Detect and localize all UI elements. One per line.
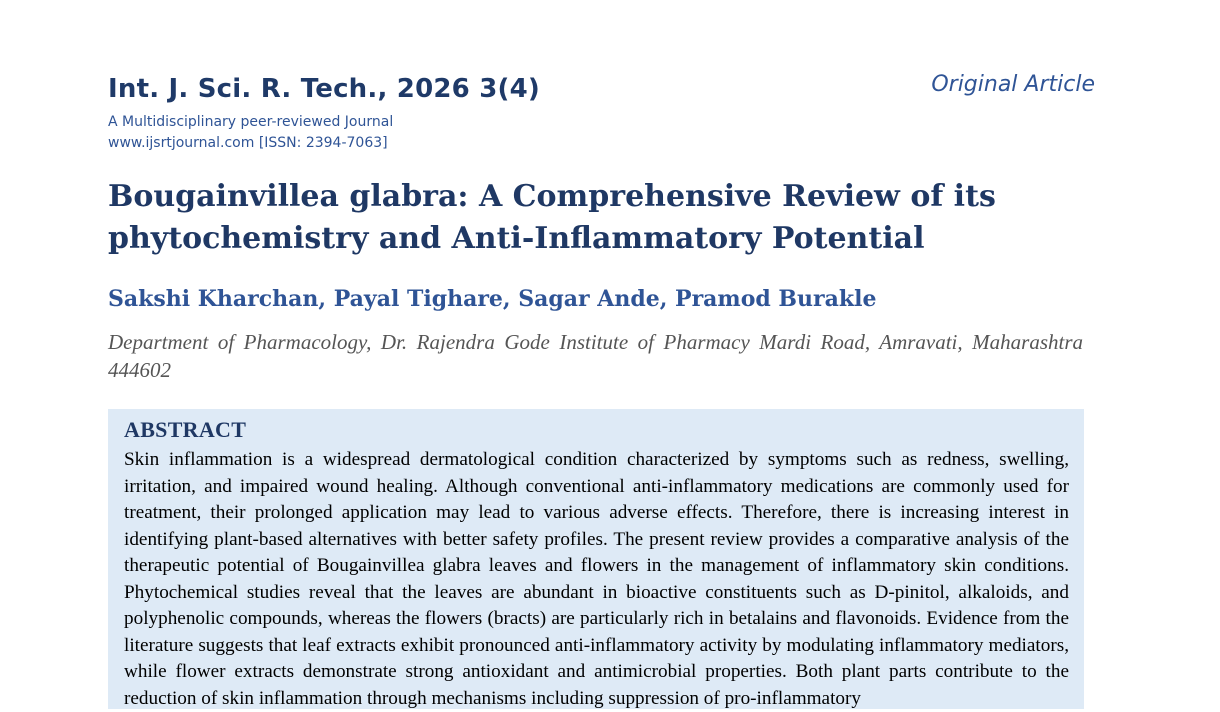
journal-url[interactable]: www.ijsrtjournal.com [ISSN: 2394-7063] <box>108 135 388 151</box>
abstract-section <box>108 409 1084 709</box>
journal-subtitle: A Multidisciplinary peer-reviewed Journal <box>108 114 394 130</box>
author-list: Sakshi Kharchan, Payal Tighare, Sagar Ande, Pramod Burakle <box>108 286 877 312</box>
paper-title: Bougainvillea glabra: A Comprehensive Review of its phytochemistry and Anti-Inflammatory Potential <box>108 179 996 256</box>
journal-title: Int. J. Sci. R. Tech., 2026 3(4) <box>108 74 540 104</box>
author-affiliation: Department of Pharmacology, Dr. Rajendra Gode Institute of Pharmacy Mardi Road, Amravati, Maharashtra 444602 <box>108 330 1083 382</box>
article-type-label: Original Article <box>931 72 1095 97</box>
abstract-heading: ABSTRACT <box>124 417 247 442</box>
abstract-text: Skin inflammation is a widespread dermatological condition characterized by symptoms such as redness, swelling, irritation, and impaired wound healing. Although conventional anti-inflammatory medications are commonly used for treatment, their prolonged application may lead to various adverse effects. Therefore, there is increasing interest in identifying plant-based alternatives with better safety profiles. The present review provides a comparative analysis of the therapeutic potential of Bougainvillea glabra leaves and flowers in the management of inflammatory skin conditions. Phytochemical studies reveal that the leaves are abundant in bioactive constituents such as D-pinitol, alkaloids, and polyphenolic compounds, whereas the flowers (bracts) are particularly rich in betalains and flavonoids. Evidence from the literature suggests that leaf extracts exhibit pronounced anti-inflammatory activity by modulating inflammatory mediators, while flower extracts demonstrate strong antioxidant and antimicrobial properties. Both plant parts contribute to the reduction of skin inflammation through mechanisms including suppression of pro-inflammatory <box>124 449 1069 709</box>
